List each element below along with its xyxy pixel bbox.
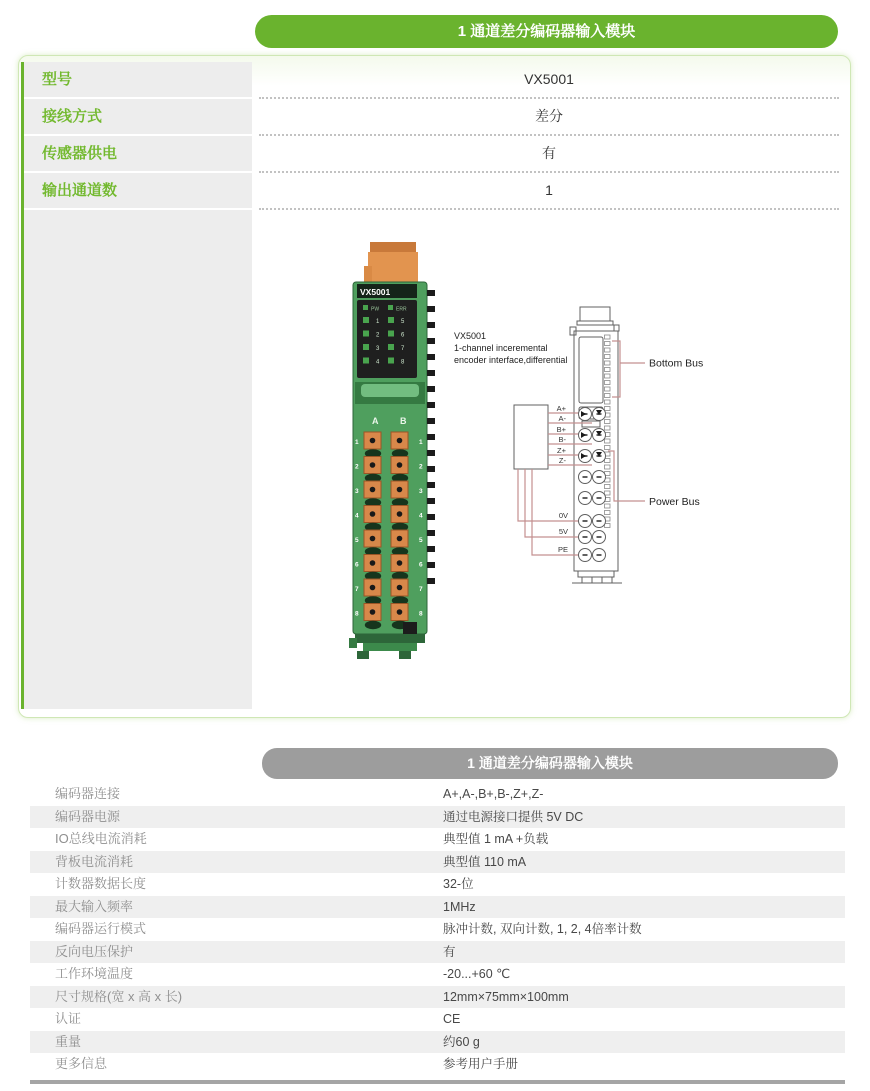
column-b-label: B xyxy=(400,416,407,426)
terminal-number-right: 8 xyxy=(419,610,423,618)
spec-row-label: 背板电流消耗 xyxy=(55,853,134,869)
terminal-number-left: 8 xyxy=(355,610,359,618)
terminal-number-left: 4 xyxy=(355,512,359,520)
quick-spec-label: 输出通道数 xyxy=(24,173,252,208)
spec-row-value: 典型值 1 mA +负载 xyxy=(443,832,549,846)
spec-row-value: A+,A-,B+,B-,Z+,Z- xyxy=(443,787,544,801)
spec-row-value: 1MHz xyxy=(443,899,476,914)
spec-row-label: 尺寸规格(宽 x 高 x 长) xyxy=(55,988,183,1004)
wiring-diagram xyxy=(446,299,736,589)
spec-row-label: 认证 xyxy=(55,1011,82,1026)
spec-row-label: IO总线电流消耗 xyxy=(55,831,147,846)
led-number: 1 xyxy=(376,319,380,325)
spec-table-row xyxy=(30,806,845,829)
quick-spec-value: VX5001 xyxy=(259,62,839,99)
terminal-number-right: 6 xyxy=(419,561,423,569)
spec-row-label: 最大输入频率 xyxy=(55,898,134,914)
spec-row-value: 有 xyxy=(443,944,456,959)
power-bus-label: Power Bus xyxy=(649,496,700,508)
terminal-number-left: 7 xyxy=(355,586,359,593)
led-number: 7 xyxy=(401,346,405,352)
pin-label-z-minus: Z- xyxy=(558,456,566,465)
spec-table-row xyxy=(30,783,845,806)
pin-label-0v: 0V xyxy=(558,511,568,520)
quick-spec-value: 1 xyxy=(259,173,839,210)
terminal-number-right: 2 xyxy=(419,463,423,471)
terminal-number-left: 6 xyxy=(355,561,359,569)
pin-labels xyxy=(557,404,568,554)
spec-row-value: 典型值 110 mA xyxy=(443,854,527,869)
spec-table xyxy=(30,783,845,1076)
spec-row-value: 约60 g xyxy=(443,1034,480,1049)
spec-table-row xyxy=(30,828,845,851)
spec-row-label: 计数器数据长度 xyxy=(55,876,147,891)
spec-row-label: 重量 xyxy=(55,1033,82,1049)
quick-spec-label: 接线方式 xyxy=(24,99,252,134)
pin-label-b-plus: B+ xyxy=(556,425,566,434)
spec-row-label: 反向电压保护 xyxy=(55,943,134,959)
spec-row-label: 编码器运行模式 xyxy=(55,921,147,936)
spec-row-value: 参考用户手册 xyxy=(443,1057,519,1071)
spec-row-value: -20...+60 ℃ xyxy=(443,967,511,981)
pin-label-b-minus: B- xyxy=(558,435,566,444)
quick-specs-labels xyxy=(21,62,252,709)
pin-label-pe: PE xyxy=(557,545,568,554)
spec-row-value: 12mm×75mm×100mm xyxy=(443,989,569,1004)
spec-row-value: CE xyxy=(443,1012,461,1026)
photo-bus-pins xyxy=(427,290,435,584)
quick-spec-value: 差分 xyxy=(259,99,839,136)
spec-table-row xyxy=(30,986,845,1009)
quick-spec-label: 传感器供电 xyxy=(24,136,252,171)
model-label: VX5001 xyxy=(360,287,391,297)
quick-specs-values xyxy=(259,62,839,210)
spec-table-row xyxy=(30,963,845,986)
spec-table-row xyxy=(30,851,845,874)
bottom-bus-label: Bottom Bus xyxy=(649,357,704,370)
table-bottom-divider xyxy=(30,1080,845,1084)
spec-table-row xyxy=(30,1008,845,1031)
quick-spec-value: 有 xyxy=(259,136,839,173)
diagram-caption-line2: 1-channel inceremental xyxy=(454,343,548,353)
led-number: 2 xyxy=(376,332,380,339)
pin-label-5v: 5V xyxy=(558,527,568,536)
diagram-terminals xyxy=(579,408,606,562)
left-column-filler xyxy=(24,210,252,709)
terminal-number-left: 1 xyxy=(355,439,359,446)
quick-specs-card xyxy=(18,55,851,718)
err-label: ERR xyxy=(396,306,407,313)
led-number: 3 xyxy=(376,346,380,352)
terminal-number-left: 5 xyxy=(355,537,359,544)
led-number: 5 xyxy=(401,319,405,325)
pin-label-a-plus: A+ xyxy=(556,404,566,413)
terminal-number-right: 5 xyxy=(419,537,423,544)
terminal-number-left: 2 xyxy=(355,463,359,471)
diagram-caption-line1: VX5001 xyxy=(454,331,487,341)
led-number: 8 xyxy=(401,359,405,366)
quick-spec-label: 型号 xyxy=(24,62,252,97)
column-a-label: A xyxy=(372,416,379,426)
led-number: 6 xyxy=(401,332,405,339)
spec-table-row xyxy=(30,896,845,919)
terminal-number-right: 4 xyxy=(419,512,423,520)
spec-row-label: 工作环境温度 xyxy=(55,966,134,981)
spec-row-label: 编码器电源 xyxy=(55,808,121,824)
spec-row-value: 通过电源接口提供 5V DC xyxy=(443,809,584,824)
spec-row-value: 32-位 xyxy=(443,877,474,891)
terminal-number-right: 7 xyxy=(419,586,423,593)
pw-led-icon xyxy=(363,305,368,310)
terminal-number-right: 3 xyxy=(419,488,423,495)
spec-table-row xyxy=(30,918,845,941)
green-accent-stripe xyxy=(21,62,24,709)
spec-row-value: 脉冲计数, 双向计数, 1, 2, 4倍率计数 xyxy=(443,922,642,936)
diagram-caption-line3: encoder interface,differential xyxy=(454,355,568,365)
pin-label-z-plus: Z+ xyxy=(557,446,566,455)
led-number: 4 xyxy=(376,359,380,366)
spec-row-label: 编码器连接 xyxy=(55,786,121,801)
terminal-number-left: 3 xyxy=(355,488,359,495)
release-handle xyxy=(361,384,419,397)
pw-label: PW xyxy=(371,306,380,313)
encoder-box xyxy=(514,405,548,469)
bottom-title-banner: 1 通道差分编码器输入模块 xyxy=(262,748,838,779)
spec-row-label: 更多信息 xyxy=(55,1056,108,1071)
pin-label-a-minus: A- xyxy=(558,414,566,423)
module-top-connector xyxy=(364,242,418,282)
spec-table-row xyxy=(30,1031,845,1054)
spec-table-row xyxy=(30,1053,845,1076)
terminal-number-right: 1 xyxy=(419,439,423,446)
err-led-icon xyxy=(388,305,393,310)
top-title-banner: 1 通道差分编码器输入模块 xyxy=(255,15,838,48)
spec-table-row xyxy=(30,941,845,964)
spec-table-row xyxy=(30,873,845,896)
led-panel xyxy=(357,300,417,378)
